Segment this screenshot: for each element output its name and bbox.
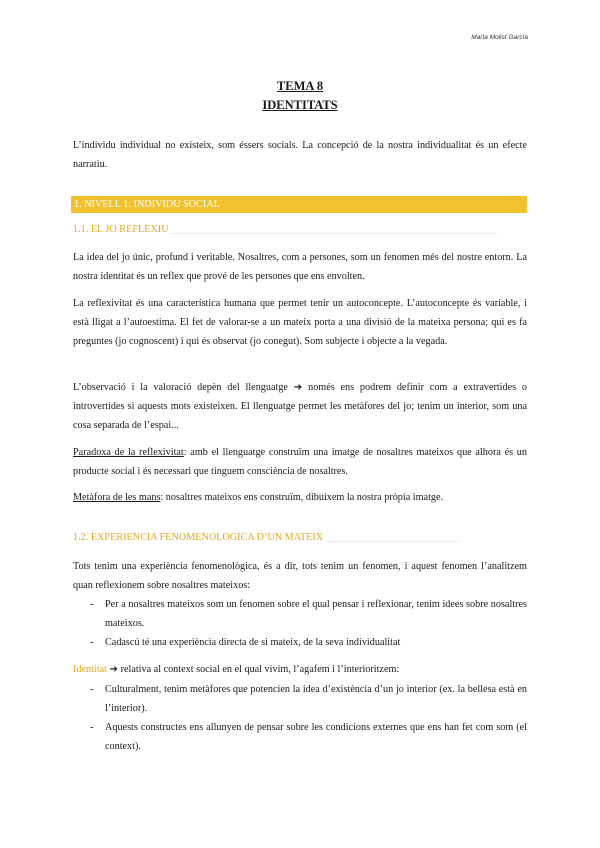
- paragraph-metafora: [73, 488, 527, 507]
- author-name: Marta Molist García: [471, 34, 528, 41]
- subsection-title: 1.1. EL JO REFLEXIU: [73, 224, 169, 235]
- paragraph-identitat: [73, 660, 527, 679]
- page-title: TEMA 8: [276, 79, 324, 93]
- paragraph-jo-unic: La idea del jo únic, profund i veritable. Nosaltres, com a persones, som un fenomen més del nostre entorn. La nostra identitat és un reflex que prové de les persones que ens envolten.: [73, 252, 527, 282]
- subsection-heading-1-1: [73, 224, 527, 235]
- bullet-dash: -: [90, 722, 94, 733]
- metafora-label: Metàfora de les mans: [73, 492, 161, 503]
- subsection-heading-1-2: [73, 532, 527, 543]
- intro-paragraph: L’individu individual no existeix, som éssers socials. La concepció de la nostra individualitat és un efecte narratiu.: [73, 140, 527, 170]
- bullet-dash: -: [90, 684, 94, 695]
- paradoxa-text: : amb el llenguatge construïm una imatge de nosaltres mateixos que alhora és un producte social i és necessari que tinguem consciència de nosaltres.: [73, 447, 527, 477]
- subsection-title: 1.2. EXPERIÈNCIA FENOMENOLÒGICA D’UN MATEIX: [73, 532, 324, 543]
- page-subtitle: IDENTITATS: [262, 98, 338, 112]
- list-item: Culturalment, tenim metàfores que potencien la idea d’existència d’un jo interior (ex. la bellesa està en l’interior).: [105, 684, 527, 714]
- list-item: Per a nosaltres mateixos som un fenomen sobre el qual pensar i reflexionar, tenim idees sobre nosaltres mateixos.: [105, 599, 527, 629]
- list-item: Aquests constructes ens allunyen de pensar sobre les condicions externes que ens han fet com som (el context).: [105, 722, 527, 752]
- paragraph-paradoxa: [73, 443, 527, 481]
- bullet-dash: -: [90, 637, 94, 648]
- list-item: Cadascú té una experiència directa de si mateix, de la seva individualitat: [105, 637, 401, 648]
- paragraph-llenguatge: L’observació i la valoració depèn del llenguatge ➔ només ens podrem definir com a extravertides o introvertides si aquests mots existeixen. El llenguatge permet les metàfores del jo; tenim un interior, som una cosa separada de l’espai...: [73, 382, 527, 431]
- heading-rule: __________________________: [323, 532, 459, 543]
- metafora-text: : nosaltres mateixos ens construïm, dibuixem la nostra pròpia imatge.: [160, 492, 444, 503]
- identitat-label: Identitat: [73, 664, 107, 675]
- section-heading-band: 1. NIVELL 1: INDIVIDU SOCIAL: [71, 196, 527, 213]
- bullet-dash: -: [90, 599, 94, 610]
- paragraph-reflexivitat: La reflexivitat és una característica humana que permet tenir un autoconcepte. L’autoconcepte és variable, i està lligat a l’autoestima. El fet de valorar-se a un mateix porta a una divisió de la mateixa persona; qui es fa preguntes (jo cognoscent) i qui és observat (jo conegut). Som subjecte i objecte a la vegada.: [73, 298, 527, 347]
- heading-rule: ________________________________________________________________: [168, 224, 498, 235]
- paradoxa-label: Paradoxa de la reflexivitat: [73, 447, 184, 458]
- identitat-text: ➔ relativa al context social en el qual vivim, l’agafem i l’interioritzem:: [106, 664, 400, 675]
- paragraph-fenomen: Tots tenim una experiència fenomenològica, és a dir, tots tenim un fenomen, i aquest fenomen l’analitzem quan reflexionem sobre nosaltres mateixos:: [73, 561, 527, 591]
